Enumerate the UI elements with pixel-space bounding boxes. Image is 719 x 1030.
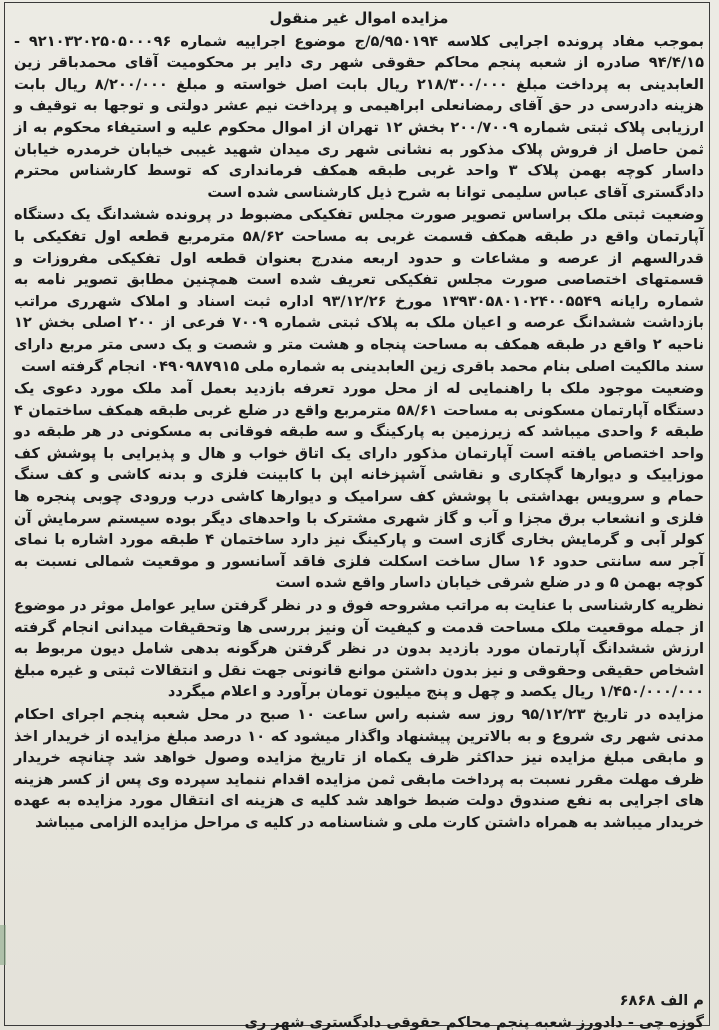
notice-title: مزایده اموال غیر منقول	[269, 9, 449, 27]
notice-body	[14, 8, 704, 835]
signature-line: گوزه چی - دادورز شعبه پنجم محاکم حقوقی دادگستری شهر ری	[244, 1014, 704, 1030]
paragraph-registry-status: وضعیت ثبتی ملک براساس تصویر صورت مجلس تفکیکی مضبوط در پرونده ششدانگ یک دستگاه آپارتمان واقع در طبقه همکف قسمت غربی به مساحت ۵۸/۶۲ مترمربع قطعه اول تفکیکی با قدرالسهم از عرصه و مشاعات و حدود اربعه مندرج بعنوان قطعه اول تفکیکی مفروزات و قسمتهای اختصاصی صورت مجلس تفکیکی تعریف شده است همچنین مطابق تصویر نامه به شماره رایانه ۱۳۹۳۰۵۸۰۱۰۲۴۰۰۵۵۴۹ مورخ ۹۳/۱۲/۲۶ اداره ثبت اسناد و املاک شهرری مراتب بازداشت ششدانگ عرصه و اعیان ملک به پلاک ثبتی شماره ۷۰۰۹ فرعی از ۲۰۰ اصلی بخش ۱۲ ناحیه ۲ واقع در طبقه همکف به مساحت پنجاه و هشت متر و شصت و یک دسی متر مربع دارای سند مالکیت اصلی بنام محمد باقری زین العابدینی به شماره ملی ۰۴۹۰۹۸۷۹۱۵ انجام گرفته است	[14, 206, 705, 375]
paragraph-expert-opinion: نظریه کارشناسی با عنایت به مراتب مشروحه فوق و در نظر گرفتن سایر عوامل موثر در موضوع از جمله موقعیت ملک مساحت قدمت و کیفیت آن ونیز بررسی ها وتحقیقات میدانی انجام گرفته ارزش ششدانگ آپارتمان مورد بازدید بدون در نظر گرفتن هرگونه بدهی شامل دیون مربوط به اشخاص حقیقی وحقوقی و نیز بدون داشتن موانع قانونی جهت نقل و انتقالات ثبتی و غیره مبلغ ۱/۴۵۰/۰۰۰/۰۰۰ ریال یکصد و چهل و پنج میلیون تومان برآورد و اعلام میگردد	[14, 597, 704, 701]
page-edge-mark	[0, 925, 6, 965]
notice-footer	[14, 990, 704, 1030]
paragraph-auction-terms: مزایده در تاریخ ۹۵/۱۲/۲۳ روز سه شنبه راس ساعت ۱۰ صبح در محل شعبه پنجم اجرای احکام مدنی شهر ری شروع و به بالاترین پیشنهاد واگذار میشود که ۱۰ درصد مبلغ مزایده از خریدار اخذ و مابقی مبلغ مزایده نیز حداکثر ظرف یکماه از تاریخ مزایده وصول خواهد شد چنانچه خریدار ظرف مهلت مقرر نسبت به پرداخت مابقی ثمن مزایده اقدام ننماید سپرده وی پس از کسر هزینه های اجرایی به نفع صندوق دولت ضبط خواهد شد کلیه ی هزینه ای انتقال مورد مزایده به عهده خریدار میباشد به همراه داشتن کارت ملی و شناسنامه در کلیه ی مراحل مزایده الزامی میباشد	[14, 706, 705, 831]
paragraph-case-details: بموجب مفاد پرونده اجرایی کلاسه ۵/۹۵۰۱۹۴/ج موضوع اجراییه شماره ۹۲۱۰۳۲۰۲۵۰۵۰۰۰۹۶ - ۹۴/۴/۱۵ صادره از شعبه پنجم محاکم حقوقی شهر ری دایر بر محکومیت آقای محمدباقر زین العابدینی به پرداخت مبلغ ۲۱۸/۳۰۰/۰۰۰ ریال بابت اصل خواسته و مبلغ ۸/۲۰۰/۰۰۰ ریال بابت هزینه دادرسی در حق آقای رمضانعلی ابراهیمی و پرداخت نیم عشر دولتی و توجها به توقیف و ارزیابی پلاک ثبتی شماره ۲۰۰/۷۰۰۹ بخش ۱۲ تهران از اموال محکوم علیه و استیفاء محکوم به از ثمن حاصل از فروش پلاک مذکور به نشانی شهر ری میدان شهید غیبی خیابان خرمدره خیابان داسار کوچه بهمن پلاک ۳ واحد غربی طبقه همکف فرمانداری که توسط کارشناس محترم دادگستری آقای عباس سلیمی توانا به شرح ذیل کارشناسی شده است	[14, 32, 704, 201]
paragraph-property-condition: وضعیت موجود ملک با راهنمایی له از محل مورد تعرفه بازدید بعمل آمد ملک مورد دعوی یک دستگاه آپارتمان مسکونی به مساحت ۵۸/۶۱ مترمربع واقع در ضلع غربی طبقه همکف ساختمان ۴ طبقه ۶ واحدی میباشد که زیرزمین به پارکینگ و سه طبقه فوقانی به مسکونی در هر طبقه دو واحد اختصاص یافته است آپارتمان مذکور دارای یک اتاق خواب و هال و پذیرایی با پوشش کف موزاییک و دیوارها گچکاری و نقاشی آشپزخانه اپن با کابینت فلزی و بدنه کاشی و کف سنگ حمام و سرویس بهداشتی با پوشش کف سرامیک و دیوارها کاشی درب ورودی چوبی پنجره ها فلزی و انشعاب برق مجزا و آب و گاز شهری مشترک با واحدهای دیگر بوده سیستم سرمایش آن کولر آبی و گرمایش بخاری گازی است و پارکینگ نیز دارد ساختمان ۴ طبقه مورد اشاره با نمای آجر سه سانتی حدود ۱۶ سال ساخت اسکلت فلزی فاقد آسانسور و موقعیت شمالی نسبت به کوچه بهمن ۵ و در ضلع شرقی خیابان داسار واقع شده است	[14, 380, 705, 592]
reference-number: م الف ۶۸۶۸	[619, 992, 704, 1009]
